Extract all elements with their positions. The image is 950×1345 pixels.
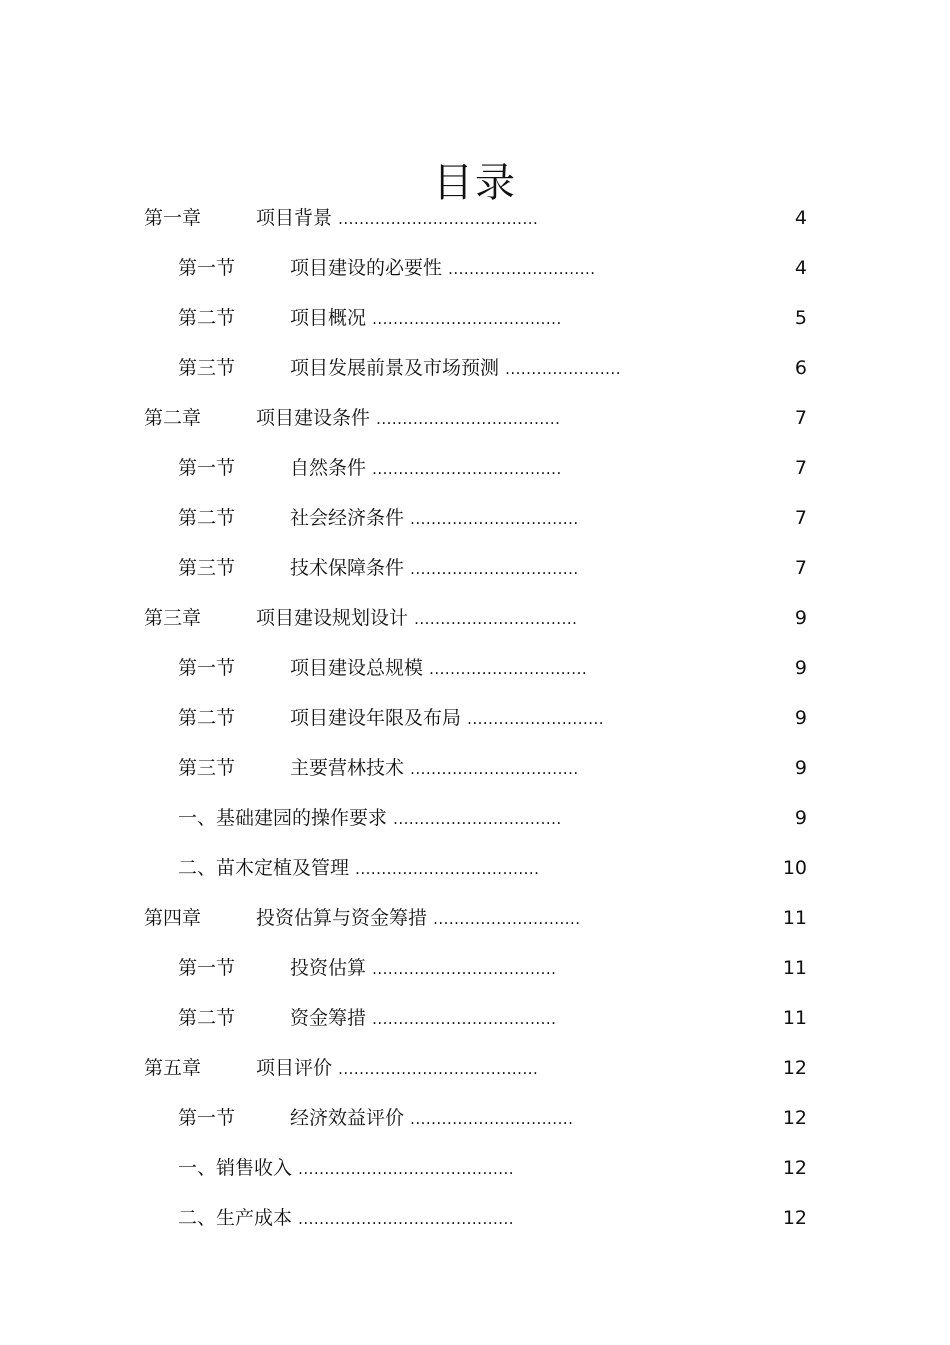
leader-dots: ......................................... <box>298 1160 515 1178</box>
toc-page-number: 5 <box>794 307 807 329</box>
toc-entry-title: 一、基础建园的操作要求 ................................ <box>178 807 562 829</box>
toc-entry[interactable] <box>0 1148 950 1198</box>
toc-entry[interactable] <box>0 348 950 398</box>
toc-page-number: 9 <box>794 807 807 829</box>
toc-page-number: 11 <box>782 957 807 979</box>
toc-entry-title: 社会经济条件 ................................ <box>290 507 579 529</box>
toc-entry-title: 项目建设总规模 .............................. <box>290 657 588 679</box>
leader-dots: ................................... <box>372 1010 557 1028</box>
leader-dots: .............................. <box>429 660 588 678</box>
leader-dots: ................................ <box>393 810 562 828</box>
toc-entry-title: 项目概况 .................................... <box>290 307 562 329</box>
toc-page-number: 9 <box>794 707 807 729</box>
toc-page-number: 6 <box>794 357 807 379</box>
toc-entry[interactable] <box>0 548 950 598</box>
toc-entry-title: 自然条件 .................................... <box>290 457 562 479</box>
toc-page-number: 10 <box>782 857 807 879</box>
toc-section-number: 第三节 <box>178 757 236 779</box>
leader-dots: ...................................... <box>338 1060 539 1078</box>
leader-dots: .................................... <box>372 310 562 328</box>
toc-entry-title: 主要营林技术 ................................ <box>290 757 579 779</box>
toc-entry[interactable] <box>0 1198 950 1248</box>
toc-entry-title: 二、生产成本 ......................................... <box>178 1207 515 1229</box>
leader-dots: ................................ <box>410 760 579 778</box>
toc-entry[interactable] <box>0 598 950 648</box>
toc-entry[interactable] <box>0 248 950 298</box>
toc-entry[interactable] <box>0 698 950 748</box>
toc-section-number: 第三节 <box>178 557 236 579</box>
leader-dots: ................................... <box>355 860 540 878</box>
toc-page-number: 7 <box>794 457 807 479</box>
leader-dots: ................................... <box>372 960 557 978</box>
toc-entry[interactable] <box>0 948 950 998</box>
toc-entry[interactable] <box>0 798 950 848</box>
toc-section-number: 第三节 <box>178 357 236 379</box>
toc-entry[interactable] <box>0 448 950 498</box>
toc-entry-title: 投资估算 ................................... <box>290 957 557 979</box>
page-title: 目录 <box>433 159 517 206</box>
toc-page-number: 9 <box>794 757 807 779</box>
toc-entry[interactable] <box>0 398 950 448</box>
toc-chapter-number: 第四章 <box>144 907 202 929</box>
toc-section-number: 第二节 <box>178 707 236 729</box>
table-of-contents <box>0 198 950 1248</box>
toc-entry-title: 一、销售收入 ......................................... <box>178 1157 515 1179</box>
leader-dots: ...................... <box>505 360 621 378</box>
toc-entry[interactable] <box>0 898 950 948</box>
toc-entry-title: 技术保障条件 ................................ <box>290 557 579 579</box>
toc-chapter-number: 第三章 <box>144 607 202 629</box>
toc-section-number: 第一节 <box>178 257 236 279</box>
toc-entry[interactable] <box>0 298 950 348</box>
leader-dots: ............................... <box>414 610 578 628</box>
toc-entry-title: 项目发展前景及市场预测 ...................... <box>290 357 621 379</box>
toc-entry[interactable] <box>0 648 950 698</box>
toc-entry-title: 项目建设规划设计 ............................... <box>256 607 578 629</box>
toc-entry-title: 项目评价 ...................................... <box>256 1057 539 1079</box>
toc-entry[interactable] <box>0 1098 950 1148</box>
toc-page-number: 12 <box>782 1157 807 1179</box>
toc-chapter-number: 第一章 <box>144 207 202 229</box>
toc-section-number: 第一节 <box>178 1107 236 1129</box>
toc-entry[interactable] <box>0 748 950 798</box>
leader-dots: ......................................... <box>298 1210 515 1228</box>
toc-page-number: 12 <box>782 1107 807 1129</box>
leader-dots: ................................... <box>376 410 561 428</box>
toc-page-number: 4 <box>794 207 807 229</box>
toc-chapter-number: 第二章 <box>144 407 202 429</box>
toc-section-number: 第二节 <box>178 1007 236 1029</box>
toc-page-number: 12 <box>782 1057 807 1079</box>
leader-dots: ............................ <box>448 260 596 278</box>
toc-entry[interactable] <box>0 848 950 898</box>
leader-dots: .......................... <box>467 710 605 728</box>
toc-section-number: 第一节 <box>178 657 236 679</box>
toc-entry[interactable] <box>0 1048 950 1098</box>
toc-entry[interactable] <box>0 198 950 248</box>
leader-dots: ...................................... <box>338 210 539 228</box>
toc-entry-title: 资金筹措 ................................... <box>290 1007 557 1029</box>
toc-page-number: 7 <box>794 557 807 579</box>
leader-dots: .................................... <box>372 460 562 478</box>
toc-page-number: 7 <box>794 507 807 529</box>
toc-entry-title: 项目建设条件 ................................... <box>256 407 561 429</box>
toc-page-number: 7 <box>794 407 807 429</box>
toc-page-number: 4 <box>794 257 807 279</box>
toc-entry-title: 项目背景 ...................................... <box>256 207 539 229</box>
toc-section-number: 第一节 <box>178 957 236 979</box>
toc-section-number: 第一节 <box>178 457 236 479</box>
leader-dots: ................................ <box>410 510 579 528</box>
toc-entry-title: 投资估算与资金筹措 ............................ <box>256 907 581 929</box>
leader-dots: ................................ <box>410 560 579 578</box>
toc-entry-title: 项目建设的必要性 ............................ <box>290 257 596 279</box>
toc-entry-title: 经济效益评价 ............................... <box>290 1107 574 1129</box>
toc-section-number: 第二节 <box>178 507 236 529</box>
toc-entry[interactable] <box>0 998 950 1048</box>
toc-page-number: 11 <box>782 907 807 929</box>
toc-entry-title: 项目建设年限及布局 .......................... <box>290 707 605 729</box>
toc-page-number: 11 <box>782 1007 807 1029</box>
leader-dots: ............................... <box>410 1110 574 1128</box>
toc-page-number: 9 <box>794 657 807 679</box>
toc-section-number: 第二节 <box>178 307 236 329</box>
leader-dots: ............................ <box>433 910 581 928</box>
toc-page-number: 12 <box>782 1207 807 1229</box>
toc-entry[interactable] <box>0 498 950 548</box>
toc-entry-title: 二、苗木定植及管理 ................................... <box>178 857 540 879</box>
toc-chapter-number: 第五章 <box>144 1057 202 1079</box>
toc-page-number: 9 <box>794 607 807 629</box>
